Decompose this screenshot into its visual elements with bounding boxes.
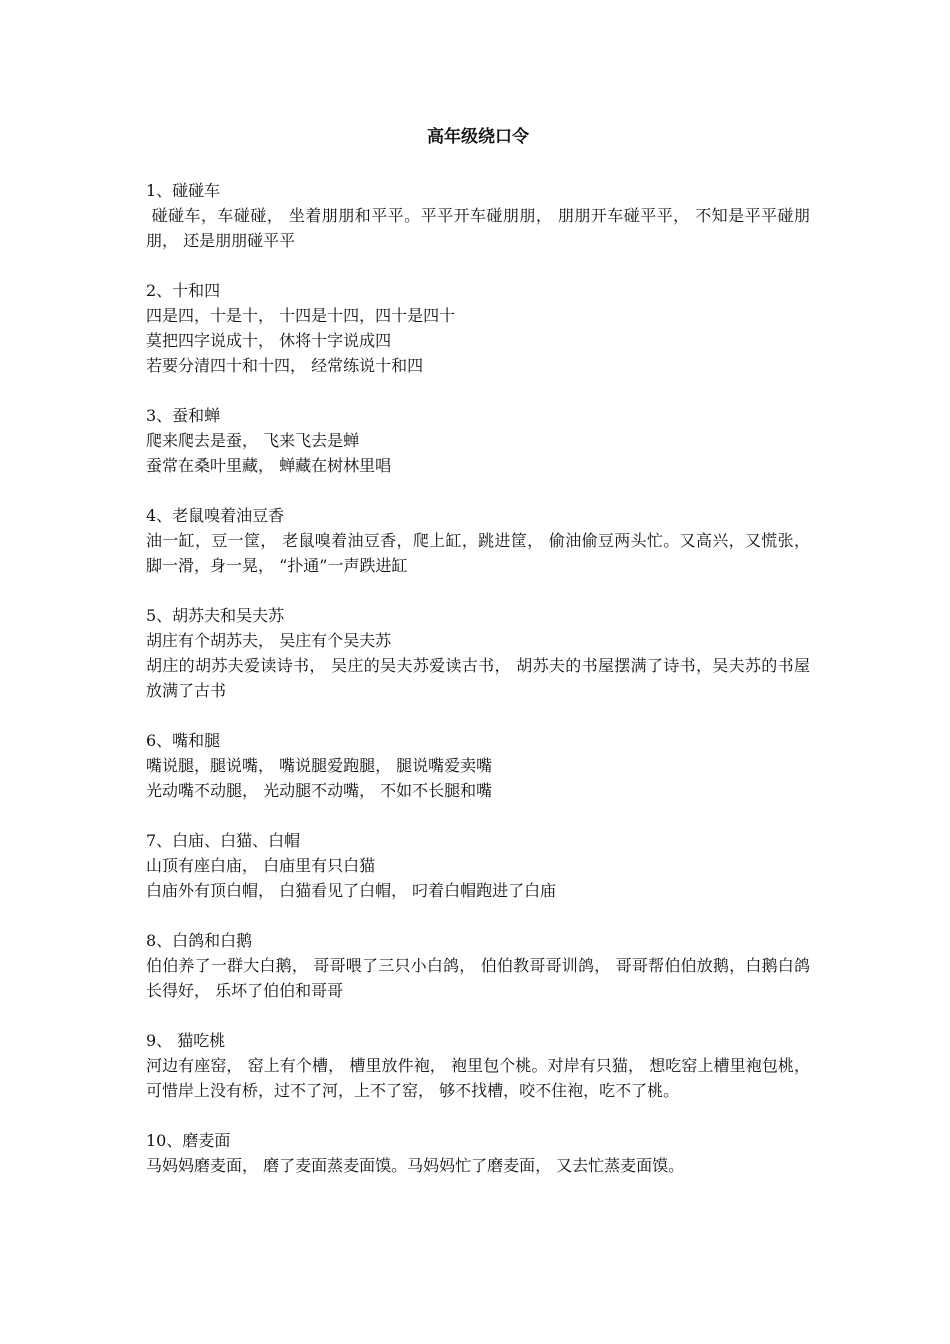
section-text-line: 碰碰车，车碰碰， 坐着朋朋和平平。平平开车碰朋朋， 朋朋开车碰平平， 不知是平平碰朋朋， 还是朋朋碰平平 [146, 206, 810, 250]
section-heading: 5、胡苏夫和吴夫苏 [146, 606, 285, 625]
section-heading: 8、白鸽和白鹅 [146, 931, 253, 950]
section-text-line: 山顶有座白庙， 白庙里有只白猫 [146, 856, 376, 875]
section-heading: 9、 猫吃桃 [146, 1031, 226, 1050]
section-heading: 1、碰碰车 [146, 181, 221, 200]
section-text-line: 胡庄有个胡苏夫， 吴庄有个吴夫苏 [146, 631, 392, 650]
section-heading: 6、嘴和腿 [146, 731, 221, 750]
section-text-line: 胡庄的胡苏夫爱读诗书， 吴庄的吴夫苏爱读古书， 胡苏夫的书屋摆满了诗书，吴夫苏的书屋放满了古书 [146, 656, 810, 700]
tongue-twister-section [146, 278, 810, 378]
section-heading: 4、老鼠嗅着油豆香 [146, 506, 285, 525]
tongue-twister-section [146, 928, 810, 1003]
tongue-twister-section [146, 1028, 816, 1103]
section-text-line: 河边有座窑， 窑上有个槽， 槽里放件袍， 袍里包个桃。对岸有只猫， 想吃窑上槽里袍包桃， 可惜岸上没有桥，过不了河，上不了窑， 够不找槽，咬不住袍，吃不了桃。 [146, 1056, 816, 1100]
section-text-line: 四是四，十是十， 十四是十四，四十是四十 [146, 306, 456, 325]
section-text-line: 光动嘴不动腿， 光动腿不动嘴， 不如不长腿和嘴 [146, 781, 493, 800]
document-page [146, 122, 816, 1203]
section-text-line: 白庙外有顶白帽， 白猫看见了白帽， 叼着白帽跑进了白庙 [146, 881, 557, 900]
section-heading: 3、蚕和蝉 [146, 406, 221, 425]
tongue-twister-section [146, 828, 810, 903]
section-text-line: 马妈妈磨麦面， 磨了麦面蒸麦面馍。马妈妈忙了磨麦面， 又去忙蒸麦面馍。 [146, 1156, 685, 1175]
tongue-twister-section [146, 1128, 810, 1178]
section-text-line: 蚕常在桑叶里藏， 蝉藏在树林里唱 [146, 456, 392, 475]
section-text-line: 油一缸，豆一筐， 老鼠嗅着油豆香，爬上缸，跳进筐， 偷油偷豆两头忙。又高兴，又慌张， 脚一滑，身一晃， “扑通”一声跌进缸 [146, 531, 816, 575]
tongue-twister-section [146, 503, 816, 578]
tongue-twister-section [146, 603, 810, 703]
section-text-line: 若要分清四十和十四， 经常练说十和四 [146, 356, 424, 375]
section-heading: 10、磨麦面 [146, 1131, 231, 1150]
section-text-line: 爬来爬去是蚕， 飞来飞去是蝉 [146, 431, 360, 450]
section-text-line: 莫把四字说成十， 休将十字说成四 [146, 331, 392, 350]
section-heading: 7、白庙、白猫、白帽 [146, 831, 301, 850]
page-title: 高年级绕口令 [427, 127, 529, 147]
tongue-twister-section [146, 403, 810, 478]
tongue-twister-section [146, 728, 810, 803]
section-text-line: 伯伯养了一群大白鹅， 哥哥喂了三只小白鸽， 伯伯教哥哥训鸽， 哥哥帮伯伯放鹅，白鹅白鸽长得好， 乐坏了伯伯和哥哥 [146, 956, 810, 1000]
section-text-line: 嘴说腿，腿说嘴， 嘴说腿爱跑腿， 腿说嘴爱卖嘴 [146, 756, 493, 775]
tongue-twister-list [146, 178, 816, 1178]
tongue-twister-section [146, 178, 810, 253]
section-heading: 2、十和四 [146, 281, 221, 300]
